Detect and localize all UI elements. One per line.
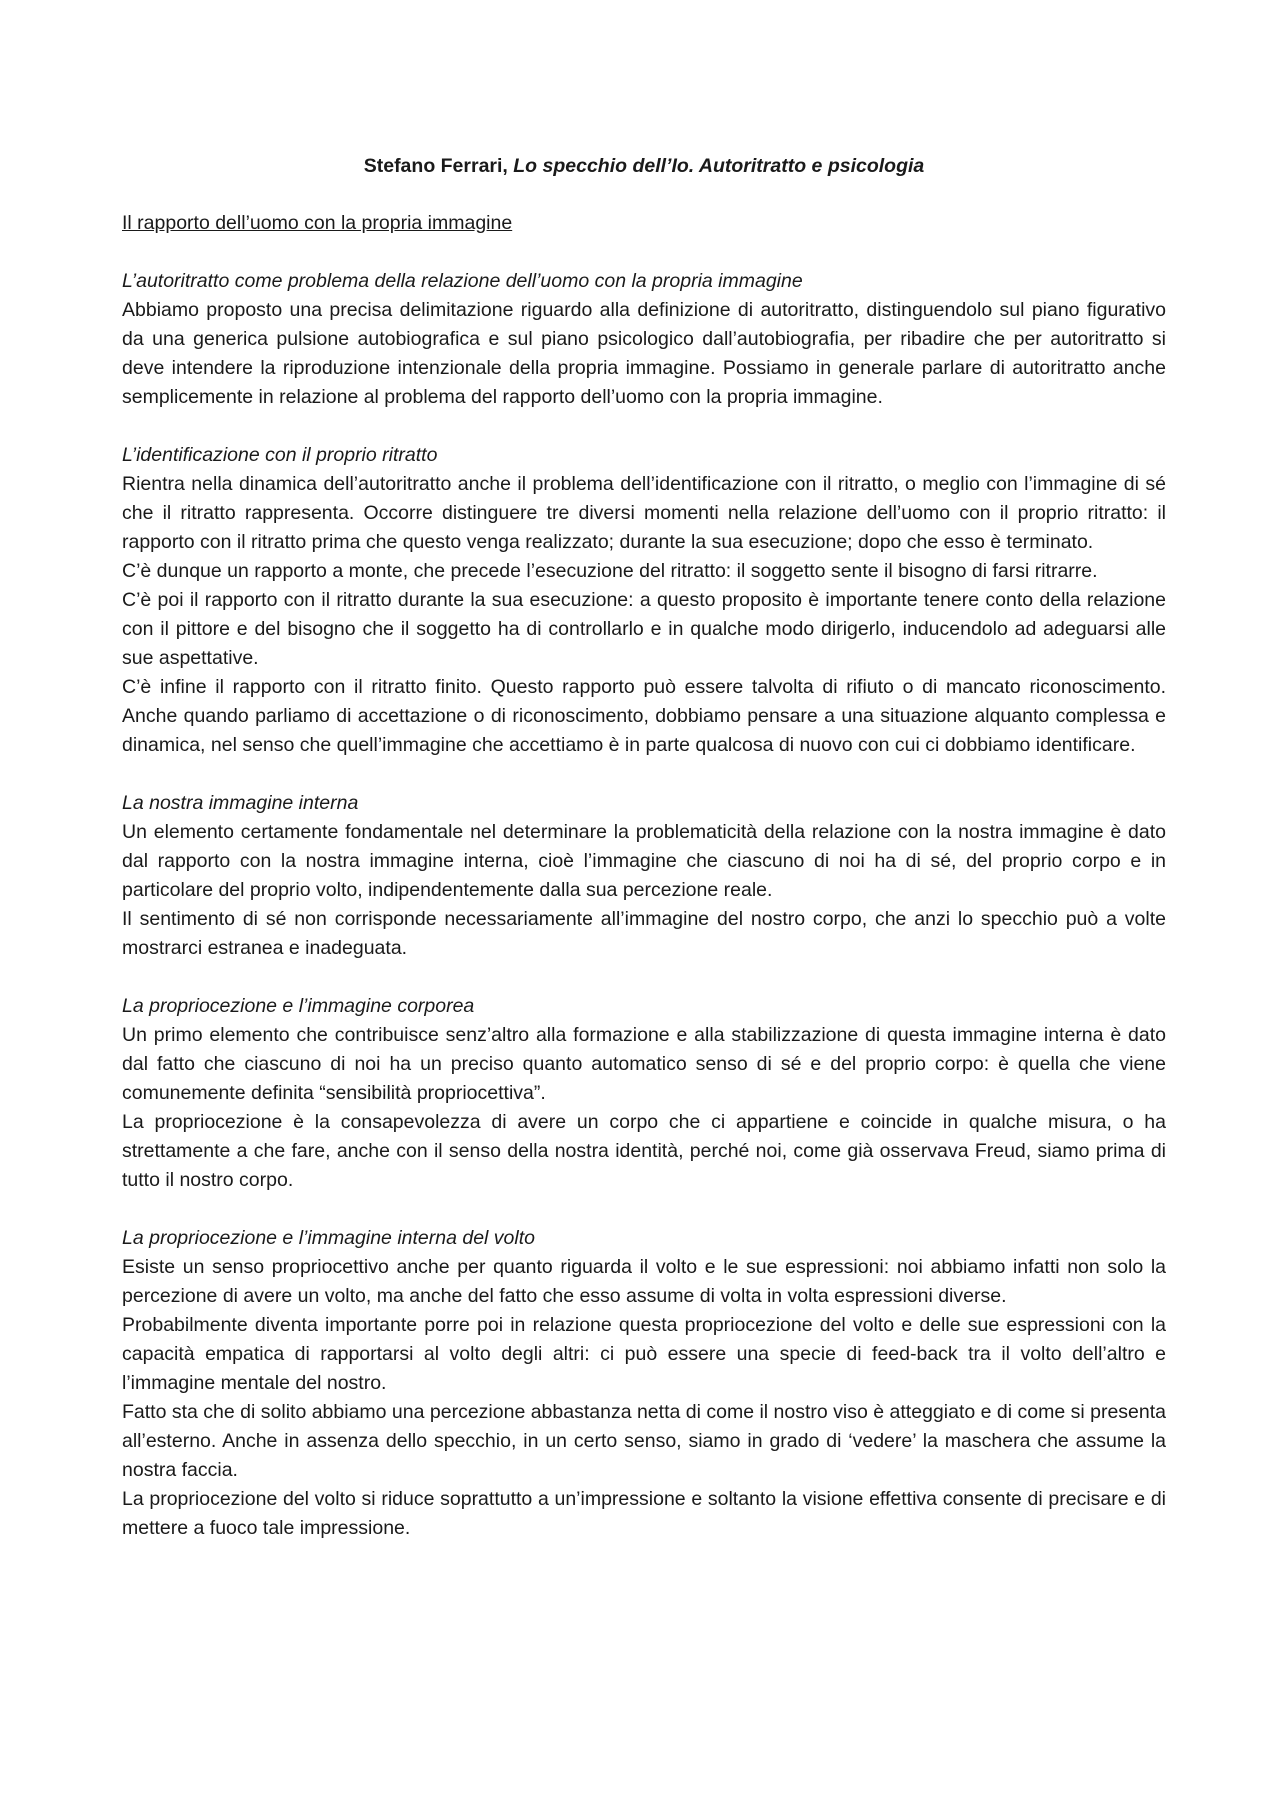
paragraph: Abbiamo proposto una precisa delimitazione riguardo alla definizione di autoritratto, distinguendolo sul piano figurativo da una generica pulsione autobiografica e sul piano psicologico dall’autobiografia, per ribadire che per autoritratto si deve intendere la riproduzione intenzionale della propria immagine. Possiamo in generale parlare di autoritratto anche semplicemente in relazione al problema del rapporto dell’uomo con la propria immagine. — [122, 299, 1166, 408]
paragraph: La propriocezione del volto si riduce soprattutto a un’impressione e soltanto la visione effettiva consente di precisare e di mettere a fuoco tale impressione. — [122, 1488, 1166, 1539]
section-propriocezione-corporea — [122, 992, 1166, 1195]
section-heading: La nostra immagine interna — [122, 792, 359, 814]
paragraph: C’è infine il rapporto con il ritratto finito. Questo rapporto può essere talvolta di rifiuto o di mancato riconoscimento. Anche quando parliamo di accettazione o di riconoscimento, dobbiamo pensare a una situazione alquanto complessa e dinamica, nel senso che quell’immagine che accettiamo è in parte qualcosa di nuovo con cui ci dobbiamo identificare. — [122, 676, 1166, 756]
section-identificazione — [122, 441, 1166, 760]
section-immagine-interna — [122, 789, 1166, 963]
chapter-heading: Il rapporto dell’uomo con la propria immagine — [122, 212, 513, 234]
section-heading: La propriocezione e l’immagine corporea — [122, 995, 475, 1017]
section-propriocezione-volto — [122, 1224, 1166, 1543]
paragraph: Il sentimento di sé non corrisponde necessariamente all’immagine del nostro corpo, che anzi lo specchio può a volte mostrarci estranea e inadeguata. — [122, 908, 1166, 959]
paragraph: C’è dunque un rapporto a monte, che precede l’esecuzione del ritratto: il soggetto sente il bisogno di farsi ritrarre. — [122, 560, 1098, 582]
paragraph: C’è poi il rapporto con il ritratto durante la sua esecuzione: a questo proposito è importante tenere conto della relazione con il pittore e del bisogno che il soggetto ha di controllarlo e in qualche modo dirigerlo, inducendolo ad adeguarsi alle sue aspettative. — [122, 589, 1166, 669]
document-page — [122, 152, 1166, 1572]
title-author: Stefano Ferrari, — [363, 155, 514, 177]
paragraph: Probabilmente diventa importante porre poi in relazione questa propriocezione del volto e delle sue espressioni con la capacità empatica di rapportarsi al volto degli altri: ci può essere una specie di feed-back tra il volto dell’altro e l’immagine mentale del nostro. — [122, 1314, 1166, 1394]
document-title — [122, 152, 1166, 181]
section-heading: La propriocezione e l’immagine interna del volto — [122, 1227, 535, 1249]
paragraph: Fatto sta che di solito abbiamo una percezione abbastanza netta di come il nostro viso è atteggiato e di come si presenta all’esterno. Anche in assenza dello specchio, in un certo senso, siamo in grado di ‘vedere’ la maschera che assume la nostra faccia. — [122, 1401, 1166, 1481]
paragraph: Esiste un senso propriocettivo anche per quanto riguarda il volto e le sue espressioni: noi abbiamo infatti non solo la percezione di avere un volto, ma anche del fatto che esso assume di volta in volta espressioni diverse. — [122, 1256, 1166, 1307]
paragraph: Un elemento certamente fondamentale nel determinare la problematicità della relazione con la nostra immagine è dato dal rapporto con la nostra immagine interna, cioè l’immagine che ciascuno di noi ha di sé, del proprio corpo e in particolare del proprio volto, indipendentemente dalla sua percezione reale. — [122, 821, 1166, 901]
paragraph: Un primo elemento che contribuisce senz’altro alla formazione e alla stabilizzazione di questa immagine interna è dato dal fatto che ciascuno di noi ha un preciso quanto automatico senso di sé e del proprio corpo: è quella che viene comunemente definita “sensibilità propriocettiva”. — [122, 1024, 1166, 1104]
paragraph: Rientra nella dinamica dell’autoritratto anche il problema dell’identificazione con il ritratto, o meglio con l’immagine di sé che il ritratto rappresenta. Occorre distinguere tre diversi momenti nella relazione dell’uomo con il proprio ritratto: il rapporto con il ritratto prima che questo venga realizzato; durante la sua esecuzione; dopo che esso è terminato. — [122, 473, 1166, 553]
section-heading: L’autoritratto come problema della relazione dell’uomo con la propria immagine — [122, 270, 803, 292]
title-work: Lo specchio dell’Io. Autoritratto e psicologia — [513, 155, 925, 177]
section-autoritratto — [122, 267, 1166, 412]
section-heading: L’identificazione con il proprio ritratto — [122, 444, 438, 466]
paragraph: La propriocezione è la consapevolezza di avere un corpo che ci appartiene e coincide in qualche misura, o ha strettamente a che fare, anche con il senso della nostra identità, perché noi, come già osservava Freud, siamo prima di tutto il nostro corpo. — [122, 1111, 1166, 1191]
